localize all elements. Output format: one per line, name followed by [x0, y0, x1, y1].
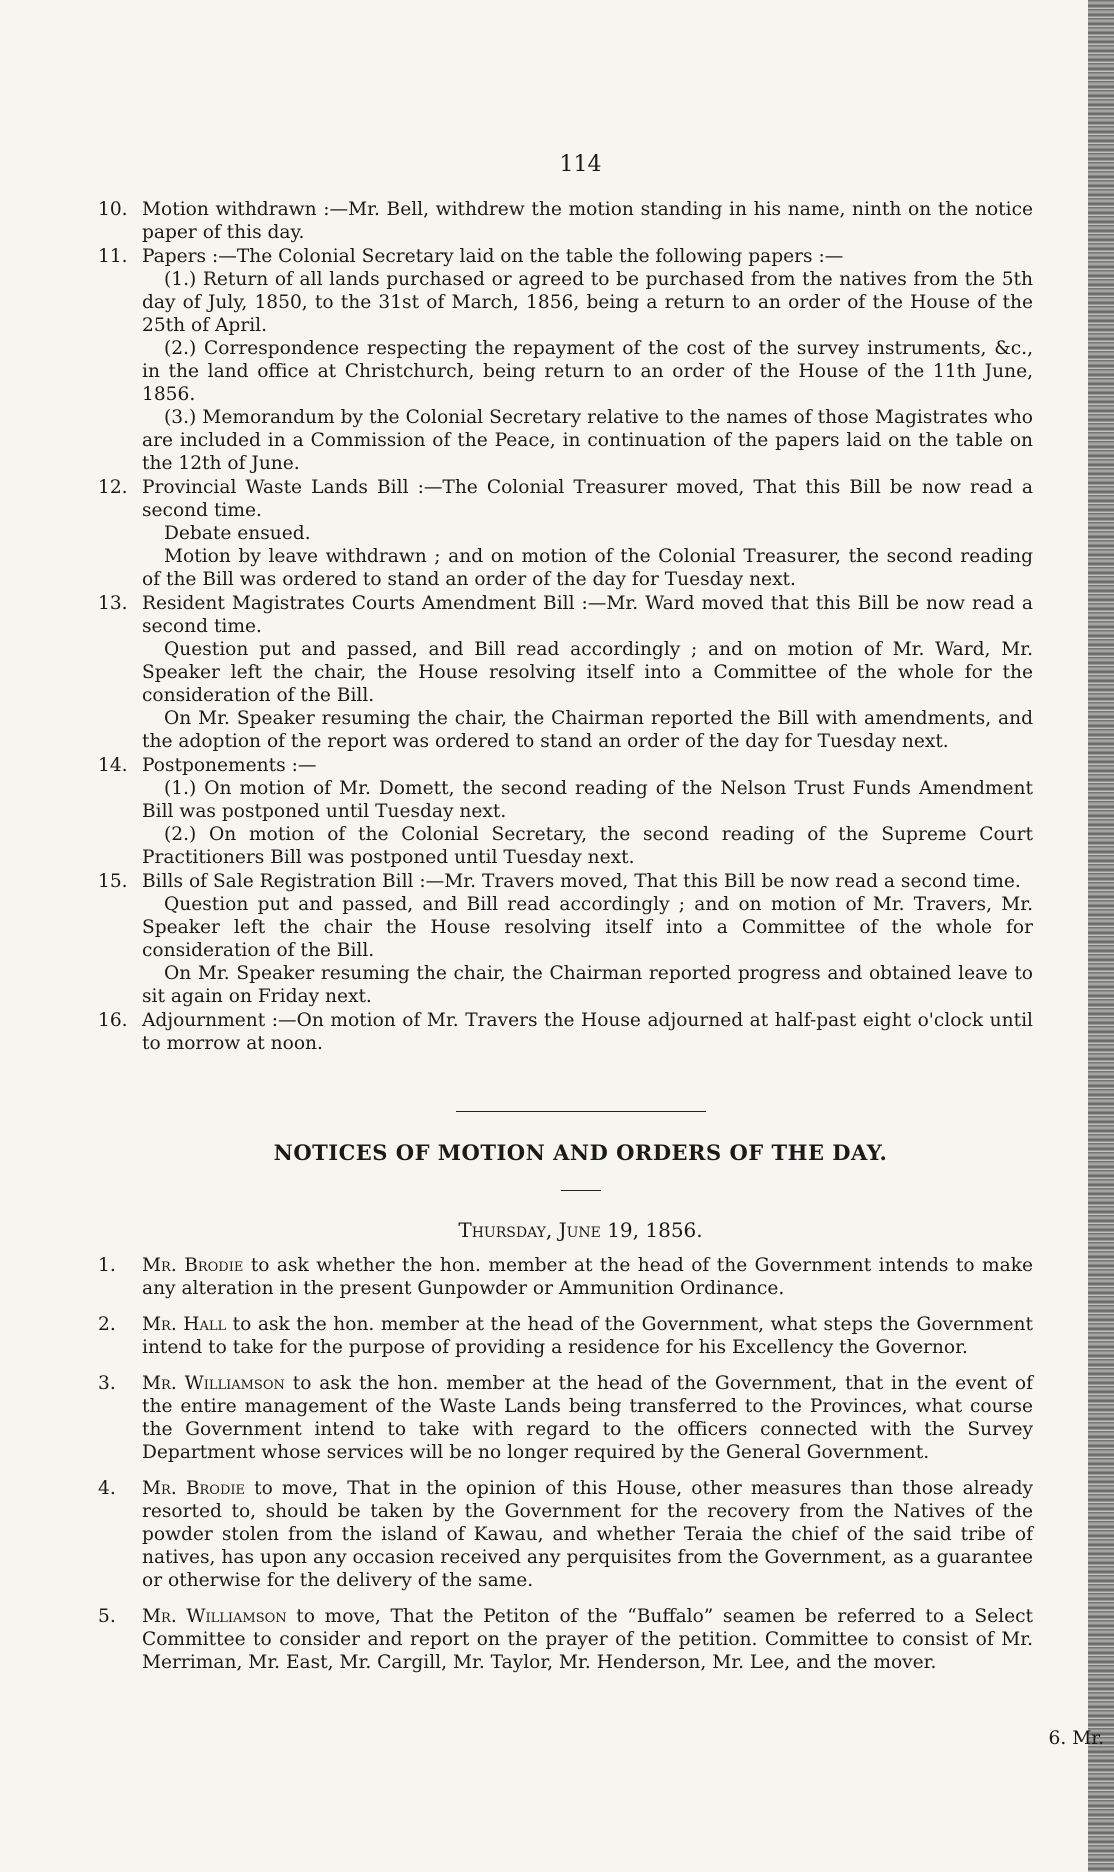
entry-paragraph: Postponements :— [142, 755, 317, 776]
notice-text [142, 1313, 1033, 1359]
entry-paragraph: Question put and passed, and Bill read accordingly ; and on motion of Mr. Ward, Mr. Speaker left the chair, the House resolving itself into a Committee of the whole for the consideration of the Bill. [142, 639, 1033, 706]
entry-paragraph: Adjournment :—On motion of Mr. Travers the House adjourned at half-past eight o'clock until to morrow at noon. [142, 1010, 1033, 1054]
entry-paragraph: Motion withdrawn :—Mr. Bell, withdrew the motion standing in his name, ninth on the notice paper of this day. [142, 199, 1033, 243]
entry-number: 10. [98, 199, 128, 220]
proceeding-entry-15 [98, 870, 1033, 1008]
entry-paragraph: Bills of Sale Registration Bill :—Mr. Travers moved, That this Bill be now read a second time. [142, 871, 1021, 892]
member-name: Mr. Brodie [142, 1255, 244, 1276]
notice-body: to ask whether the hon. member at the head of the Government intends to make any alteration in the present Gunpowder or Ammunition Ordinance. [142, 1255, 1033, 1299]
entry-paragraph: Motion by leave withdrawn ; and on motion of the Colonial Treasurer, the second reading of the Bill was ordered to stand an order of the day for Tuesday next. [142, 546, 1033, 590]
notice-item-4 [98, 1477, 1033, 1592]
notice-item-3 [98, 1372, 1034, 1464]
entry-number: 15. [98, 871, 128, 892]
entry-number: 13. [98, 593, 128, 614]
entry-paragraph: Debate ensued. [164, 523, 311, 544]
notice-body: to ask the hon. member at the head of the Government, what steps the Government intend to take for the purpose of providing a residence for his Excellency the Governor. [142, 1314, 1033, 1358]
entry-number: 11. [98, 246, 128, 267]
notice-item-5 [98, 1605, 1033, 1674]
notice-number: 1. [98, 1255, 116, 1276]
proceeding-entry-11 [98, 245, 1033, 475]
entry-paragraph: Question put and passed, and Bill read accordingly ; and on motion of Mr. Travers, Mr. Speaker left the chair the House resolving itself into a Committee of the whole for consideration of the Bill. [142, 894, 1033, 961]
entry-paragraph: On Mr. Speaker resuming the chair, the Chairman reported progress and obtained leave to sit again on Friday next. [142, 963, 1033, 1007]
section-title: NOTICES OF MOTION AND ORDERS OF THE DAY. [273, 1140, 888, 1165]
notice-number: 3. [98, 1373, 116, 1394]
entry-number: 14. [98, 755, 128, 776]
notice-number: 4. [98, 1478, 116, 1499]
notice-number: 2. [98, 1314, 116, 1335]
proceeding-entry-10 [98, 198, 1033, 244]
notice-body: to ask the hon. member at the head of the Government, that in the event of the entire management of the Waste Lands being transferred to the Provinces, what course the Government intend to take with regard to the officers connected with the Survey Department whose services will be no longer required by the General Government. [142, 1373, 1034, 1463]
proceeding-entry-16 [98, 1009, 1033, 1055]
proceeding-entry-14 [98, 754, 1033, 869]
entry-paragraph: Papers :—The Colonial Secretary laid on the table the following papers :— [142, 246, 844, 267]
section-divider [456, 1111, 706, 1112]
entry-paragraph: (1.) Return of all lands purchased or agreed to be purchased from the natives from the 5th day of July, 1850, to the 31st of March, 1856, being a return to an order of the House of the 25th of April. [142, 269, 1033, 336]
notice-body: to move, That the Petiton of the “Buffalo” seamen be referred to a Select Committee to consider and report on the prayer of the petition. Committee to consist of Mr. Merriman, Mr. East, Mr. Cargill, Mr. Taylor, Mr. Henderson, Mr. Lee, and the mover. [142, 1606, 1033, 1673]
member-name: Mr. Brodie [142, 1478, 245, 1499]
title-divider [561, 1190, 601, 1191]
notice-text [142, 1254, 1033, 1300]
entry-number: 12. [98, 477, 128, 498]
notice-text [142, 1477, 1033, 1592]
notice-text [142, 1605, 1033, 1674]
document-page [98, 150, 1034, 1687]
notice-item-2 [98, 1313, 1033, 1359]
notice-item-1 [98, 1254, 1033, 1300]
entry-number: 16. [98, 1010, 128, 1031]
notice-text [142, 1372, 1033, 1464]
entry-paragraph: (3.) Memorandum by the Colonial Secretary relative to the names of those Magistrates who are included in a Commission of the Peace, in continuation of the papers laid on the table on the 12th of June. [142, 407, 1033, 474]
entry-paragraph: (2.) On motion of the Colonial Secretary, the second reading of the Supreme Court Practitioners Bill was postponed until Tuesday next. [142, 824, 1033, 868]
member-name: Mr. Hall [142, 1314, 227, 1335]
entry-paragraph: (1.) On motion of Mr. Domett, the second reading of the Nelson Trust Funds Amendment Bill was postponed until Tuesday next. [142, 778, 1033, 822]
page-binding-edge [1088, 0, 1114, 1872]
date-heading: Thursday, June 19, 1856. [458, 1218, 703, 1242]
proceeding-entry-13 [98, 592, 1033, 753]
entry-paragraph: (2.) Correspondence respecting the repayment of the cost of the survey instruments, &c., in the land office at Christchurch, being return to an order of the House of the 11th June, 1856. [142, 338, 1033, 405]
notice-body: to move, That in the opinion of this House, other measures than those already resorted to, should be taken by the Government for the recovery from the Natives of the powder stolen from the island of Kawau, and whether Teraia the chief of the said tribe of natives, has upon any occasion received any perquisites from the Government, as a guarantee or otherwise for the delivery of the same. [142, 1478, 1033, 1591]
entry-paragraph: Provincial Waste Lands Bill :—The Colonial Treasurer moved, That this Bill be now read a second time. [142, 477, 1033, 521]
entry-paragraph: On Mr. Speaker resuming the chair, the Chairman reported the Bill with amendments, and the adoption of the report was ordered to stand an order of the day for Tuesday next. [142, 708, 1033, 752]
member-name: Mr. Williamson [142, 1606, 287, 1627]
proceedings-list [98, 198, 1033, 1055]
notices-list [98, 1254, 1034, 1674]
proceeding-entry-12 [98, 476, 1033, 591]
notice-number: 5. [98, 1606, 116, 1627]
catchword: 6. Mr. [1048, 1728, 1104, 1749]
member-name: Mr. Williamson [142, 1373, 285, 1394]
entry-paragraph: Resident Magistrates Courts Amendment Bill :—Mr. Ward moved that this Bill be now read a second time. [142, 593, 1033, 637]
page-number: 114 [559, 152, 602, 177]
